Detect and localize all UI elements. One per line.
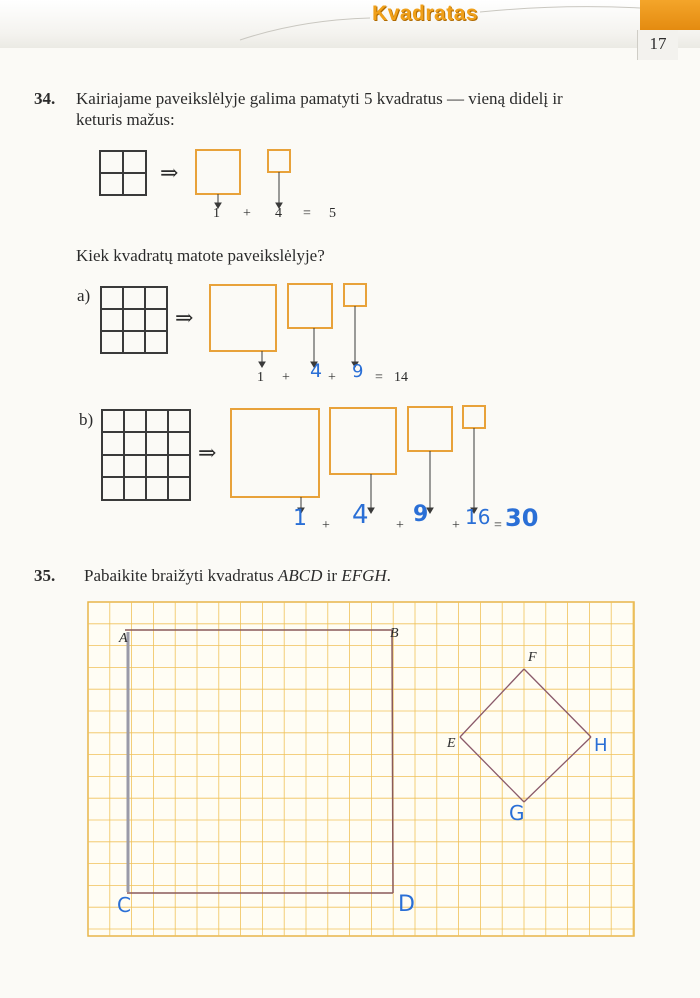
example-arrows xyxy=(215,172,282,208)
point-a-label: A xyxy=(119,631,128,646)
b-answer-4: 16 xyxy=(465,505,491,529)
a-equals: = xyxy=(375,370,383,385)
example-total: 5 xyxy=(329,206,336,221)
example-2x2-grid xyxy=(100,151,146,195)
ex35-grid-paper xyxy=(88,602,634,936)
a-answer-1: 4 xyxy=(310,360,323,382)
a-plus-1: + xyxy=(282,370,290,385)
example-implies-arrow: ⇒ xyxy=(160,160,179,185)
b-answer-1: 1 xyxy=(293,506,307,531)
point-g-label: G xyxy=(509,801,525,825)
ex34-text-line2: keturis mažus: xyxy=(76,110,175,129)
point-f-label: F xyxy=(528,650,537,665)
b-answer-2: 4 xyxy=(352,500,369,530)
header-title: Kvadratas xyxy=(372,2,479,25)
b-implies-arrow: ⇒ xyxy=(198,440,217,465)
a-implies-arrow: ⇒ xyxy=(175,305,194,330)
ex35-abcd: ABCD xyxy=(278,566,323,585)
b-squares xyxy=(231,406,485,497)
a-label: a) xyxy=(77,286,91,305)
a-squares xyxy=(210,284,366,351)
example-term-1: 1 xyxy=(213,206,220,221)
ex35-and: ir xyxy=(326,566,338,585)
point-e-label: E xyxy=(447,736,456,751)
a-term-1: 1 xyxy=(257,370,264,385)
example-plus: + xyxy=(243,206,251,221)
b-label: b) xyxy=(79,410,94,429)
point-d-label: D xyxy=(398,892,415,917)
page-number: 17 xyxy=(637,30,678,60)
example-equals: = xyxy=(303,206,311,221)
b-plus-3: + xyxy=(452,518,460,533)
ex34-question: Kiek kvadratų matote paveikslėlyje? xyxy=(76,246,325,265)
ex34-text-line1: Kairiajame paveikslėlyje galima pamatyti 5 kvadratus — vieną didelį ir xyxy=(76,89,563,108)
b-equals: = xyxy=(494,518,502,533)
b-plus-1: + xyxy=(322,518,330,533)
a-total: 14 xyxy=(394,370,408,385)
ex35-number: 35. xyxy=(34,566,56,585)
ex35-text-main: Pabaikite braižyti kvadratus xyxy=(84,566,274,585)
ex34-number: 34. xyxy=(34,89,56,108)
ex35-text xyxy=(84,566,391,586)
example-squares xyxy=(196,150,290,194)
a-3x3-grid xyxy=(101,287,167,353)
point-h-label: H xyxy=(594,735,608,756)
b-plus-2: + xyxy=(396,518,404,533)
a-answer-2: 9 xyxy=(352,361,364,382)
a-arrows xyxy=(259,306,358,367)
a-plus-2: + xyxy=(328,370,336,385)
b-4x4-grid xyxy=(102,410,190,500)
example-term-2: 4 xyxy=(275,206,282,221)
b-total-answer: 30 xyxy=(505,504,539,532)
b-answer-3: 9 xyxy=(413,502,429,527)
ex35-efgh: EFGH xyxy=(341,566,387,585)
b-arrows xyxy=(298,428,477,513)
point-b-label: B xyxy=(390,626,399,641)
point-c-label: C xyxy=(117,893,131,917)
ex35-period: . xyxy=(386,566,391,585)
